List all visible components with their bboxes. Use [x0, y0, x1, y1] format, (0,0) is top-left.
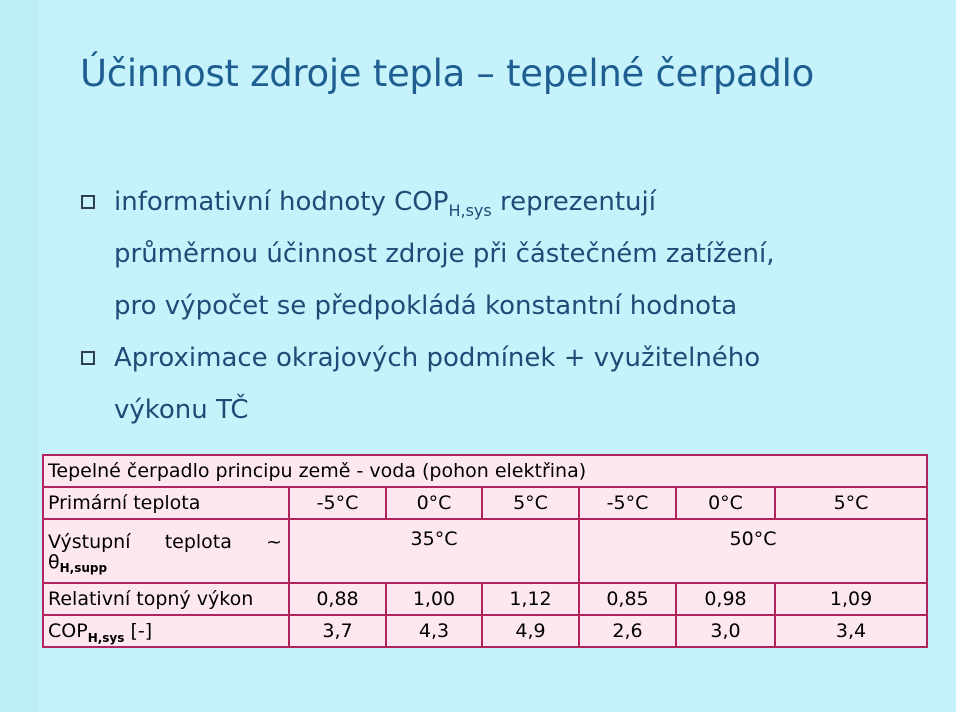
table-cell: -5°C	[289, 487, 386, 519]
label-word: ~	[266, 531, 282, 553]
table-cell: -5°C	[579, 487, 676, 519]
table-cell: 3,0	[676, 615, 775, 647]
slide-title: Účinnost zdroje tepla – tepelné čerpadlo	[80, 52, 814, 95]
table-cell: 2,6	[579, 615, 676, 647]
table-row-relative	[43, 583, 927, 615]
table-cell: 5°C	[482, 487, 579, 519]
table-cell: 35°C	[289, 519, 579, 583]
bullet-line: průměrnou účinnost zdroje při částečném zatížení,	[114, 239, 775, 269]
table-cell: 0°C	[676, 487, 775, 519]
bullet-text: informativní hodnoty COP	[114, 187, 449, 217]
bullet-item-approximation	[78, 332, 898, 436]
table-cell: 3,7	[289, 615, 386, 647]
table-cell: 0,98	[676, 583, 775, 615]
table-cell: 0,85	[579, 583, 676, 615]
bullet-line: pro výpočet se předpokládá konstantní hodnota	[114, 291, 738, 321]
table-row-output	[43, 519, 927, 583]
table-cell: 4,3	[386, 615, 482, 647]
table-cell: 4,9	[482, 615, 579, 647]
subscript: H,supp	[59, 561, 108, 575]
output-label-line	[48, 531, 282, 553]
table-cell: 3,4	[775, 615, 927, 647]
label-word: COP	[48, 620, 88, 642]
theta-char: θ	[48, 551, 60, 573]
table-cell: 1,09	[775, 583, 927, 615]
row-label: Relativní topný výkon	[43, 583, 289, 615]
heat-pump-table	[42, 454, 928, 648]
label-word: Výstupní	[48, 531, 131, 553]
table-row-cop	[43, 615, 927, 647]
square-bullet-icon	[81, 195, 95, 209]
theta-symbol	[48, 551, 284, 575]
bullet-list	[78, 176, 898, 436]
bullet-line: Aproximace okrajových podmínek + využitelného	[114, 343, 761, 373]
row-label	[43, 615, 289, 647]
subscript: H,sys	[448, 201, 492, 220]
table-cell: 0,88	[289, 583, 386, 615]
table-cell: 1,12	[482, 583, 579, 615]
table-cell: 1,00	[386, 583, 482, 615]
square-bullet-icon	[81, 351, 95, 365]
table-row-primary	[43, 487, 927, 519]
bullet-line	[114, 176, 898, 228]
bullet-item-cop	[78, 176, 898, 332]
left-accent-bar	[0, 0, 38, 712]
table-caption-row	[43, 455, 927, 487]
table-cell: 50°C	[579, 519, 927, 583]
label-word: teplota	[164, 531, 232, 553]
table-cell: 0°C	[386, 487, 482, 519]
row-label: Primární teplota	[43, 487, 289, 519]
subscript: H,sys	[87, 631, 125, 645]
row-label	[43, 519, 289, 583]
bullet-line: výkonu TČ	[114, 395, 249, 425]
label-word: [-]	[124, 620, 153, 642]
table-caption: Tepelné čerpadlo principu země - voda (pohon elektřina)	[43, 455, 927, 487]
table-cell: 5°C	[775, 487, 927, 519]
bullet-text: reprezentují	[491, 187, 656, 217]
